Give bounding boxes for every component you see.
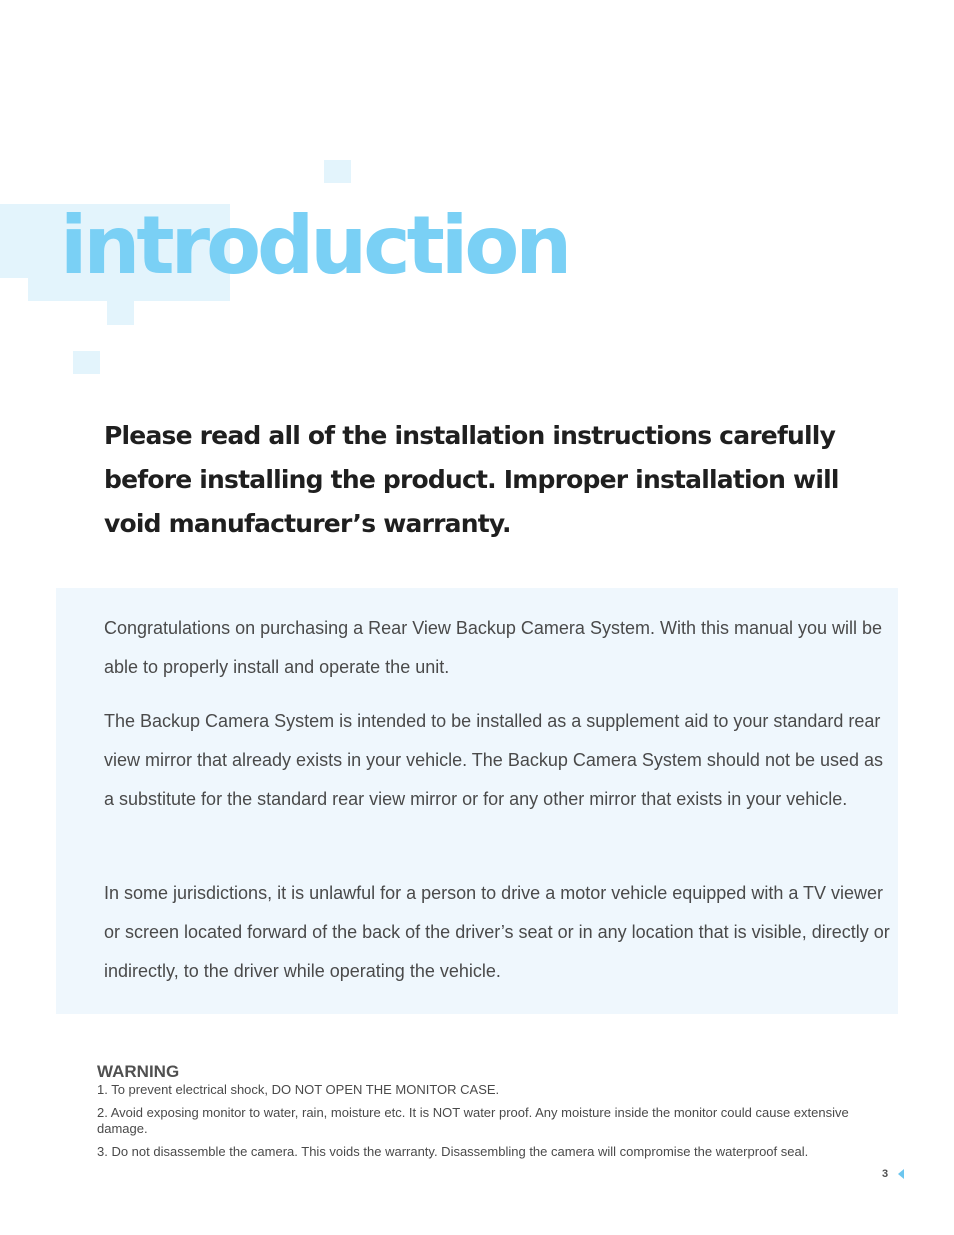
warning-list [97, 1082, 887, 1160]
warning-section [97, 1062, 887, 1167]
page-number: 3 [882, 1168, 889, 1180]
intro-box [56, 588, 898, 1014]
intro-paragraph: The Backup Camera System is intended to be installed as a supplement aid to your standard rear view mirror that already exists in your vehicle. The Backup Camera System should not be used as a substitute for the standard rear view mirror or for any other mirror that exists in your vehicle. [104, 711, 884, 809]
page-title: introduction [60, 199, 569, 292]
warning-item: 1. To prevent electrical shock, DO NOT OPEN THE MONITOR CASE. [97, 1082, 500, 1097]
lead-paragraph: Please read all of the installation instructions carefully before installing the product. Improper installation will void manufacturer’s warranty. [104, 421, 839, 538]
decorative-square [73, 351, 100, 374]
decorative-square [107, 301, 134, 325]
decorative-square [0, 204, 28, 278]
warning-item: 3. Do not disassemble the camera. This voids the warranty. Disassembling the camera will compromise the waterproof seal. [97, 1144, 809, 1159]
warning-item: 2. Avoid exposing monitor to water, rain, moisture etc. It is NOT water proof. Any moisture inside the monitor could cause extensive damage. [97, 1105, 849, 1136]
intro-paragraph: In some jurisdictions, it is unlawful for a person to drive a motor vehicle equipped with a TV viewer or screen located forward of the back of the driver’s seat or in any location that is visible, directly or indirectly, to the driver while operating the vehicle. [104, 883, 890, 981]
warning-title: WARNING [97, 1062, 180, 1081]
decorative-square [324, 160, 351, 183]
intro-paragraph: Congratulations on purchasing a Rear View Backup Camera System. With this manual you will be able to properly install and operate the unit. [104, 618, 883, 677]
triangle-left-icon [896, 1167, 906, 1181]
